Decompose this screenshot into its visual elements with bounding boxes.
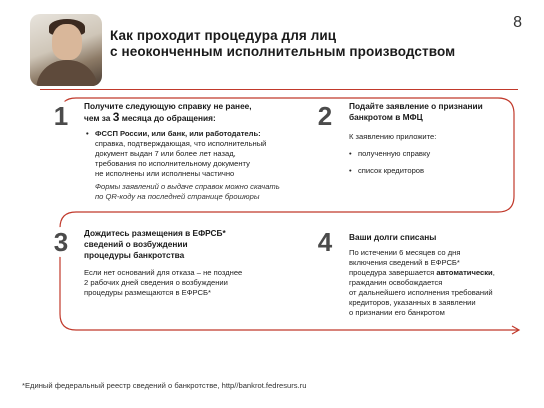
page-title-line2: с неоконченным исполнительным производством — [110, 44, 456, 59]
step-4-line3-post: , — [492, 268, 495, 277]
step-1-number: 1 — [46, 101, 76, 131]
step-4-line3-bold: автоматически — [436, 268, 493, 277]
step-4-line: По истечении 6 месяцев со дня — [349, 248, 461, 257]
step-3-number: 3 — [46, 227, 76, 257]
step-4-line: кредиторов, указанных в заявлении — [349, 298, 476, 307]
step-2-bullet-list — [358, 149, 430, 176]
step-3-heading-line: Дождитесь размещения в ЕФРСБ* — [84, 228, 226, 238]
footnote: *Единый федеральный реестр сведений о банкротстве, http//bankrot.fedresurs.ru — [22, 381, 307, 390]
step-4-line: гражданин освобождается — [349, 278, 443, 287]
step-3-line: Если нет оснований для отказа – не позднее — [84, 268, 243, 277]
step-1-bullet: • ФССП России, или банк, или работодатель: — [95, 129, 266, 139]
step-2-heading — [349, 101, 483, 123]
step-4-number: 4 — [310, 227, 340, 257]
step-1-heading — [84, 101, 252, 124]
step-4-line: от дальнейшего исполнения требований — [349, 288, 493, 297]
step-1-body — [95, 129, 266, 179]
step-4-line — [349, 268, 495, 278]
step-4-line3-pre: процедура завершается — [349, 268, 437, 277]
step-1-line: справка, подтверждающая, что исполнительный — [95, 139, 267, 148]
step-1-note-line: Формы заявлений о выдаче справок можно скачать — [95, 182, 280, 191]
step-1-months: 3 — [112, 110, 120, 124]
step-1-line: документ выдан 7 или более лет назад, — [95, 149, 236, 158]
step-2-number: 2 — [310, 101, 340, 131]
step-3-heading — [84, 228, 226, 261]
step-2-bullet: • список кредиторов — [358, 166, 430, 176]
step-3-heading-line: сведений о возбуждении — [84, 239, 188, 249]
step-2-bullet: • полученную справку — [358, 149, 430, 159]
step-4-line: включения сведений в ЕФРСБ* — [349, 258, 460, 267]
step-1-heading-line1: Получите следующую справку не ранее, — [84, 101, 252, 111]
step-1-note-line: по QR-коду на последней странице брошюры — [95, 192, 260, 201]
step-2-heading-line2: банкротом в МФЦ — [349, 112, 423, 122]
step-1-heading-post: месяца до обращения: — [119, 113, 216, 123]
step-1-heading-line2 — [84, 112, 252, 124]
step-2-heading-line1: Подайте заявление о признании — [349, 101, 483, 111]
step-2-intro: К заявлению приложите: — [349, 132, 437, 141]
page-title-line1: Как проходит процедура для лиц — [110, 28, 337, 43]
step-4-heading: Ваши долги списаны — [349, 232, 437, 242]
step-4-body — [349, 248, 495, 318]
step-1-line: не исполнены или исполнены частично — [95, 169, 235, 178]
step-3-heading-line: процедуры банкротства — [84, 250, 185, 260]
step-1-heading-pre: чем за — [84, 113, 113, 123]
step-3-body — [84, 268, 242, 298]
step-1-line: требования по исполнительному документу — [95, 159, 250, 168]
step-1-note — [95, 182, 280, 202]
page-number: 8 — [513, 14, 522, 31]
step-4-line: о признании его банкротом — [349, 308, 445, 317]
step-3-line: процедуры размещаются в ЕФРСБ* — [84, 288, 211, 297]
step-3-line: 2 рабочих дней сведения о возбуждении — [84, 278, 228, 287]
